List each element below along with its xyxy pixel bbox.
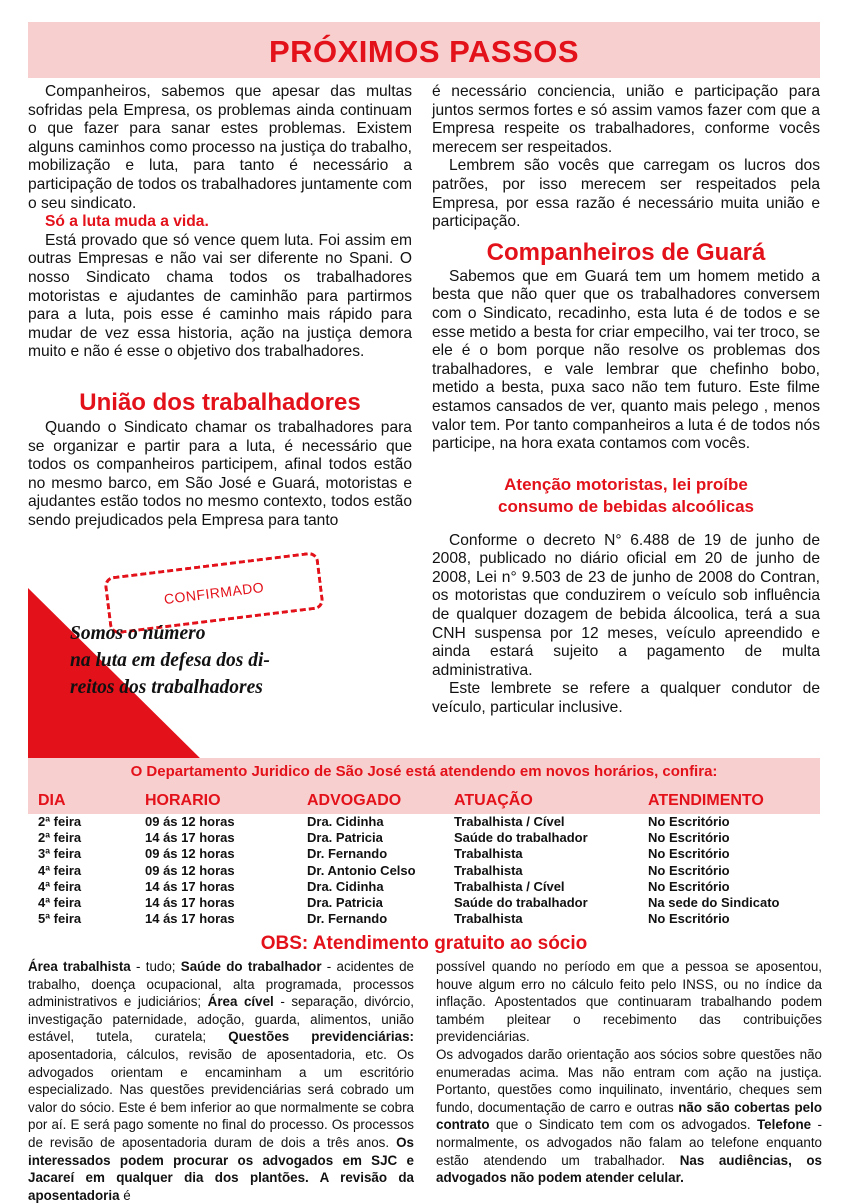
guara-heading: Companheiros de Guará [486, 238, 766, 266]
cell-atuacao: Trabalhista / Cível [454, 814, 565, 830]
text-segment: Os advogados darão orientação aos sócios sobre questões não enumeradas acima. Mas não entram com ação na justiça. Portanto, questões como inquilinato, inventário, cheques sem fundo, documentação de carro e outras [436, 1046, 822, 1115]
cell-horario: 14 ás 17 horas [145, 830, 235, 846]
text-segment: - separação, divórcio, investigação paternidade, adoção, guarda, alimentos, união estável, tutela, curatela; [28, 994, 414, 1045]
cell-advogado: Dra. Patricia [307, 830, 383, 846]
bold-previdenciarias: Questões previdenciárias: [228, 1029, 414, 1045]
header-dia: DIA [38, 792, 66, 809]
cell-advogado: Dr. Fernando [307, 911, 388, 927]
bold-telefone: Telefone [757, 1117, 812, 1133]
right-column [432, 83, 820, 718]
cell-advogado: Dr. Fernando [307, 846, 388, 862]
cell-dia: 2ª feira [38, 814, 82, 830]
cell-horario: 14 ás 17 horas [145, 878, 235, 894]
cell-atendimento: No Escritório [648, 911, 730, 927]
obs-heading: OBS: Atendimento gratuito ao sócio [260, 933, 588, 954]
cell-horario: 09 ás 12 horas [145, 862, 235, 878]
page-title: PRÓXIMOS PASSOS [268, 34, 580, 69]
table-row [38, 814, 828, 830]
text-segment: - tudo; [130, 959, 181, 974]
text-segment: aposentadoria, cálculos, revisão de aposentadoria, etc. Os advogados orientam e encaminham a um escritório especializado. Nas questões previdenciárias será cobrado um valor do sócio. Este é bem inferior ao que normalmente se cobra por aí. E será pago somente no final do processo. Os processos de revisão de aposentadoria duram de dois a três anos. [28, 1046, 414, 1150]
cell-advogado: Dra. Patricia [307, 895, 383, 911]
text-segment: que o Sindicato tem com os advogados. [489, 1117, 757, 1133]
slogan-graphic [28, 540, 428, 770]
slogan-line-1: Somos o número [70, 623, 206, 644]
cell-atendimento: No Escritório [648, 846, 730, 862]
table-row [38, 911, 828, 927]
services-paragraph [28, 958, 414, 1204]
bold-area-civel: Área cível [207, 994, 274, 1010]
left-paragraph-3: Quando o Sindicato chamar os trabalhadores para se organizar e partir para a luta, é necessário que todos os companheiros participem, afinal todos estão no mesmo barco, em São José e Guará, motoristas e ajudantes estão todos no mesmo contexto, todos estão sendo prejudicados pela Empresa para tanto [28, 418, 412, 529]
cell-atuacao: Trabalhista [454, 911, 523, 927]
text-segment: - acidentes de trabalho, doença ocupacional, alta programada, processos administrativos e judiciários; [28, 959, 414, 1010]
slogan-text [70, 620, 270, 701]
cell-atuacao: Saúde do trabalhador [454, 895, 588, 911]
bottom-right-text [436, 958, 822, 1187]
cell-atendimento: No Escritório [648, 862, 730, 878]
cell-advogado: Dr. Antonio Celso [307, 862, 416, 878]
revisao-paragraph: possível quando no período em que a pessoa se aposentou, houve algum erro no cálculo feito pelo INSS, ou no índice da inflação. Apostentados que continuaram trabalhando podem também pleitear o recebimento das contribuições previdenciárias. [436, 959, 822, 1045]
bold-audiencias: Nas audiências, os advogados não podem atender celular. [436, 1152, 822, 1186]
table-row [38, 846, 828, 862]
cell-horario: 14 ás 17 horas [145, 895, 235, 911]
cell-dia: 4ª feira [38, 862, 82, 878]
bold-area-trabalhista: Área trabalhista [28, 959, 131, 974]
right-paragraph-4: Conforme o decreto N° 6.488 de 19 de junho de 2008, publicado no diário oficial em 20 de junho de 2008, Lei n° 9.503 de 23 de junho de 2008 do Contran, os motoristas que conduzirem o veículo sob influência de qualquer dozagem de bebida álcoolica, terá a sua CNH suspensa por 12 meses, veículo apreendido e ainda estará sujeito a pagamento de multa administrativa. [432, 531, 820, 679]
left-column [28, 83, 412, 530]
cell-dia: 3ª feira [38, 846, 82, 862]
cell-advogado: Dra. Cidinha [307, 878, 384, 894]
cell-atuacao: Trabalhista / Cível [454, 878, 565, 894]
right-paragraph-3: Sabemos que em Guará tem um homem metido a besta que não quer que os trabalhadores conversem com o Sindicato, recadinho, esta luta é de todos e se esse metido a besta for criar empecilho, vai ter troco, se ele é o bom porque não resolve os problemas dos trabalhadores, e vale lembrar que chefinho bobo, metido a besta, puxa saco não tem futuro. Este filme estamos cansados de ver, quanto mais pelego , menos valor tem. Por tanto companheiros a luta é de todos nós participe, na hora exata contamos com vocês. [432, 267, 820, 453]
left-paragraph-2: Está provado que só vence quem luta. Foi assim em outras Empresas e não vai ser diferente no Spani. O nosso Sindicato chama todos os trabalhadores motoristas e ajudantes de caminhão para partirmos para a luta, pois esse é caminho mais rápido para mudar de vez essa historia, ação na justiça demora muito e não é esse o objetivo dos trabalhadores. [28, 231, 412, 361]
union-heading: União dos trabalhadores [79, 388, 361, 416]
stamp-label: CONFIRMADO [163, 578, 265, 608]
cell-dia: 5ª feira [38, 911, 82, 927]
bold-interessados: Os interessados podem procurar os advogados em SJC e Jacareí em qualquer dia dos plantões. A revisão da aposentadoria [28, 1134, 414, 1203]
orientacao-paragraph [436, 1046, 822, 1187]
header-horario: HORARIO [145, 792, 221, 809]
juridico-title: O Departamento Juridico de São José está atendendo em novos horários, confira: [130, 763, 718, 780]
right-paragraph-2: Lembrem são vocês que carregam os lucros dos patrões, por isso merecem ser respeitados pela Empresa, por essa razão é necessário muita união e participação. [432, 157, 820, 231]
cell-atendimento: No Escritório [648, 814, 730, 830]
text-segment: é [119, 1187, 131, 1203]
right-paragraph-5: Este lembrete se refere a qualquer condutor de veículo, particular inclusive. [432, 680, 820, 717]
cell-advogado: Dra. Cidinha [307, 814, 384, 830]
alcohol-heading-line-1: Atenção motoristas, lei proíbe [504, 474, 748, 494]
header-atendimento: ATENDIMENTO [648, 792, 764, 809]
title-banner [28, 22, 820, 78]
cell-atendimento: No Escritório [648, 878, 730, 894]
cell-horario: 09 ás 12 horas [145, 814, 235, 830]
table-row [38, 863, 828, 879]
bold-nao-cobertas: não são cobertas pelo contrato [436, 1099, 823, 1133]
cell-horario: 14 ás 17 horas [145, 911, 235, 927]
header-advogado: ADVOGADO [307, 792, 402, 809]
cell-atendimento: Na sede do Sindicato [648, 895, 780, 911]
cell-dia: 4ª feira [38, 895, 82, 911]
alcohol-heading-line-2: consumo de bebidas alcoólicas [497, 496, 755, 516]
slogan-line-2: na luta em defesa dos di- [70, 650, 270, 671]
slogan-line-3: reitos dos trabalhadores [70, 677, 263, 698]
schedule-table [38, 788, 828, 927]
cell-dia: 4ª feira [38, 878, 82, 894]
cell-atendimento: No Escritório [648, 830, 730, 846]
right-paragraph-1: é necessário conciencia, união e participação para juntos sermos fortes e só assim vamos fazer com que a Empresa respeite os trabalhadores, conforme vocês merecem ser respeitados. [432, 83, 820, 156]
cell-horario: 09 ás 12 horas [145, 846, 235, 862]
text-segment: - normalmente, os advogados não falam ao telefone enquanto estão atendendo um trabalhador. [436, 1117, 822, 1168]
header-atuacao: ATUAÇÃO [454, 792, 533, 809]
cell-dia: 2ª feira [38, 830, 82, 846]
table-row [38, 879, 828, 895]
bottom-left-text [28, 958, 414, 1204]
schedule-header-row [38, 788, 828, 814]
table-row [38, 895, 828, 911]
bold-saude: Saúde do trabalhador [180, 959, 322, 974]
left-subheading: Só a luta muda a vida. [45, 213, 209, 231]
table-row [38, 830, 828, 846]
cell-atuacao: Saúde do trabalhador [454, 830, 588, 846]
left-paragraph-1: Companheiros, sabemos que apesar das multas sofridas pela Empresa, os problemas ainda continuam o que fazer para sanar estes problemas. Existem alguns caminhos como processo na justiça do trabalho, mobilização e luta, para tanto é necessário a participação de todos os trabalhadores juntamente com o seu sindicato. [28, 83, 413, 212]
cell-atuacao: Trabalhista [454, 862, 523, 878]
cell-atuacao: Trabalhista [454, 846, 523, 862]
